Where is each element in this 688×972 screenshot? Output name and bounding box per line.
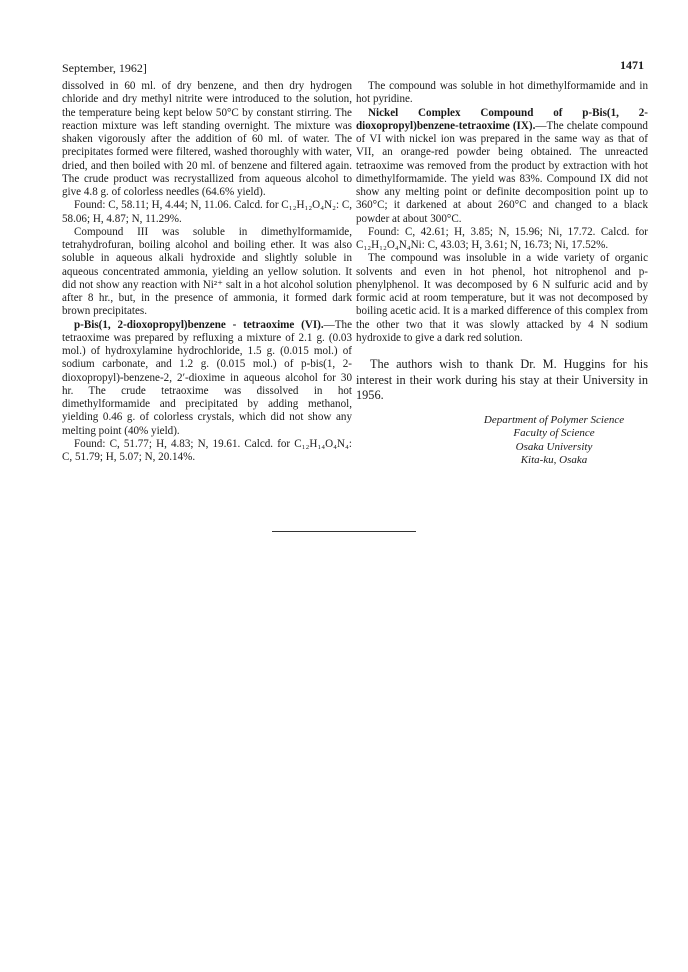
paragraph-solubility-vi: The compound was soluble in hot dimethylformamide and in hot pyridine. — [356, 80, 648, 106]
left-column — [62, 80, 352, 464]
paragraph-body: —The tetraoxime was prepared by refluxing a mixture of 2.1 g. (0.03 mol.) of hydroxylamine hydrochloride, 1.5 g. (0.015 mol.) of sodium carbonate, and 1.2 g. (0.015 mol.) of p-bis(1, 2-dioxopropyl)-benzene-2, 2′-dioxime in aqueous alcohol for 30 hr. The crude tetraoxime was dissolved in hot dimethylformamide and precipitated by adding methanol, yielding 0.46 g. of colorless crystals, which did not show any melting point (40% yield). — [62, 318, 352, 437]
paragraph-tetraoxime-vi — [62, 319, 352, 438]
right-column — [356, 80, 648, 468]
paragraph-analysis-ix: Found: C, 42.61; H, 3.85; N, 15.96; Ni, 17.72. Calcd. for C₁₂H₁₂O₄N₄Ni: C, 43.03; H, 3.61; N, 16.73; Ni, 17.52%. — [356, 225, 648, 251]
paragraph-analysis-iii: Found: C, 58.11; H, 4.44; N, 11.06. Calcd. for C₁₂H₁₂O₄N₂: C, 58.06; H, 4.87; N, 11.29%. — [62, 199, 352, 225]
paragraph-nickel-complex — [356, 107, 648, 226]
paragraph-analysis-vi: Found: C, 51.77; H, 4.83; N, 19.61. Calcd. for C₁₂H₁₄O₄N₄: C, 51.79; H, 5.07; N, 20.14%. — [62, 437, 352, 463]
page-number: 1471 — [620, 58, 644, 72]
paragraph-properties-ix: The compound was insoluble in a wide variety of organic solvents and even in hot phenol, hot nitrophenol and p-phenylphenol. It was decomposed by 6 N sulfuric acid and by formic acid at room temperature, but it was not decomposed by boiling acetic acid. It is a marked difference of this complex from the other two that it was slowly attacked by 4 N sodium hydroxide to give a dark red solution. — [356, 252, 648, 344]
end-of-article-rule — [272, 531, 416, 532]
paragraph-synthesis-continued: dissolved in 60 ml. of dry benzene, and then dry hydrogen chloride and dry methyl nitrite were introduced to the solution, the temperature being kept below 50°C by constant stirring. The reaction mixture was left standing overnight. The mixture was shaken vigorously after the addition of 60 ml. of water. The precipitates formed were filtered, washed thoroughly with water, dried, and then boiled with 20 ml. of benzene and filtered again. The crude product was recrystallized from aqueous alcohol to give 4.8 g. of colorless needles (64.6% yield). — [62, 80, 352, 198]
section-heading-nickel-complex: Nickel Complex Compound of p-Bis(1, 2-dioxopropyl)benzene-tetraoxime (IX). — [356, 106, 648, 132]
acknowledgment: The authors wish to thank Dr. M. Huggins for his interest in their work during his stay at their University in 1956. — [356, 357, 648, 402]
affiliation-line: Faculty of Science — [513, 427, 595, 439]
section-heading-tetraoxime: p-Bis(1, 2-dioxopropyl)benzene - tetraoxime (VI). — [74, 318, 324, 331]
affiliation-line: Department of Polymer Science — [483, 413, 625, 426]
paragraph-solubility-iii: Compound III was soluble in dimethylformamide, tetrahydrofuran, boiling alcohol and boiling ether. It was also soluble in aqueous alkali hydroxide and slightly soluble in aqueous concentrated ammonia, yielding an yellow solution. It did not show any reaction with Ni²⁺ salt in a hot alcohol solution after 8 hr., but, in the presence of ammonia, it formed dark brown precipitates. — [62, 225, 352, 318]
author-affiliation — [356, 414, 648, 468]
affiliation-line: Osaka University — [515, 440, 593, 453]
running-header-date: September, 1962] — [62, 61, 147, 75]
affiliation-line: Kita-ku, Osaka — [520, 454, 588, 466]
paragraph-body: —The chelate compound of VI with nickel ion was prepared in the same way as that of VII, an orange-red powder being obtained. The unreacted tetraoxime was removed from the product by extraction with hot dimethylformamide. The yield was 83%. Compound IX did not show any melting point or definite decomposition point up to 360°C; it darkened at about 260°C and changed to a black powder at about 300°C. — [356, 119, 648, 225]
